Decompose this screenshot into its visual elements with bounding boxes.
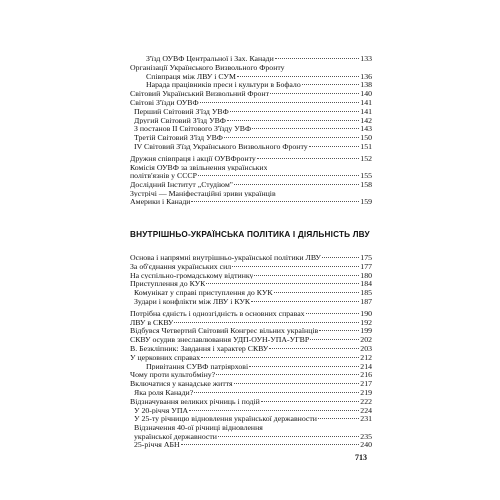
toc-entry-title: політв'язнів у СССР (130, 172, 197, 181)
dot-leader (227, 120, 359, 121)
toc-entry (130, 327, 372, 336)
toc-entry-page: 136 (360, 71, 372, 81)
toc-entry-title: Співпраця між ЛВУ і СУМ (146, 72, 236, 81)
toc-entry-page: 158 (360, 179, 372, 189)
dot-leader (322, 257, 359, 258)
toc-entry (130, 336, 372, 345)
toc-entry (130, 143, 372, 152)
dot-leader (234, 383, 360, 384)
dot-leader (206, 283, 359, 284)
toc-entry (130, 263, 372, 272)
toc-entry (130, 181, 372, 190)
toc-entry-page: 190 (360, 308, 372, 318)
toc-entry-title: Відзначування великих річниць і подій (130, 397, 260, 406)
toc-entry (130, 64, 372, 73)
toc-entry-title: СКВУ осудив знеславлювання УДП-ОУН-УПА-УГВР (130, 336, 310, 344)
toc-entry (130, 424, 372, 433)
toc-entry-title: Нарада працівників преси і культури в Бофало (146, 81, 301, 90)
dot-leader (261, 401, 359, 402)
toc-entry (130, 125, 372, 134)
toc-entry (130, 164, 372, 173)
toc-entry-page: 199 (360, 326, 372, 336)
toc-entry-page: 151 (360, 141, 372, 151)
dot-leader (318, 418, 359, 419)
toc-entry-page: 184 (360, 279, 372, 289)
dot-leader (198, 175, 359, 176)
toc-entry-title: Світові З'їзди ОУВФ (130, 98, 199, 107)
toc-entry-title: В. Безкліпник: Завдання і характер СКВУ (130, 344, 269, 353)
toc-entry (130, 73, 372, 82)
toc-entry-page: 150 (360, 133, 372, 143)
toc-top-list (130, 55, 372, 207)
toc-entry-title: За об'єднання українських сил (130, 262, 232, 271)
toc-entry-page: 240 (360, 440, 372, 450)
toc-entry (130, 380, 372, 389)
dot-leader (319, 330, 359, 331)
dot-leader (252, 128, 359, 129)
toc-entry (130, 363, 372, 372)
toc-entry (130, 108, 372, 117)
toc-entry-page: 138 (360, 80, 372, 90)
dot-leader (254, 275, 359, 276)
toc-entry-title: IV Світовий З'їзд Українського Визвольного Фронту (134, 142, 308, 151)
toc-entry-page: 142 (360, 115, 372, 125)
toc-entry-title: Америки і Канади (130, 198, 191, 207)
toc-entry (130, 398, 372, 407)
toc-entry-page: 214 (360, 361, 372, 371)
toc-entry-title: Організації Українського Визвольного Фронту (130, 63, 285, 72)
toc-entry-page: 222 (360, 396, 372, 406)
toc-entry-title: Відбувся Четвертий Світовий Конгрес вільних українців (130, 327, 319, 336)
toc-entry-page: 224 (360, 405, 372, 415)
toc-entry-title: ЛВУ в СКВУ (130, 318, 174, 327)
toc-entry-title: Дружня співпраця і акції ОУВФронту (130, 154, 256, 163)
toc-entry-title: Потрібна єдність і однозгідність в основних справах (130, 309, 305, 318)
dot-leader (249, 366, 359, 367)
toc-entry (130, 354, 372, 363)
dot-leader (274, 292, 360, 293)
toc-entry-page: 231 (360, 414, 372, 424)
dot-leader (181, 444, 360, 445)
toc-entry-page: 216 (360, 370, 372, 380)
toc-entry-page: 180 (360, 270, 372, 280)
toc-entry (130, 81, 372, 90)
dot-leader (269, 348, 359, 349)
toc-entry-page: 177 (360, 261, 372, 271)
dot-leader (224, 137, 359, 138)
toc-entry-title: Перший Світовий З'їзд УВФ (134, 107, 229, 116)
toc-entry (130, 319, 372, 328)
toc-entry-title: 25-річчя АБН (134, 441, 180, 450)
toc-entry (130, 198, 372, 206)
toc-entry-page: 159 (360, 197, 372, 207)
toc-entry-title: Комісія ОУВФ за звільнення українських (130, 163, 268, 172)
dot-leader (306, 313, 360, 314)
toc-entry (130, 289, 372, 298)
toc-entry-title: Основа і напрямні внутрішньо-української політики ЛВУ (130, 254, 321, 262)
toc-entry-title: Зудари і конфлікти між ЛВУ і КУК (134, 297, 251, 306)
toc-entry (130, 155, 372, 164)
toc-entry (130, 254, 372, 263)
toc-entry-title: Відзначення 40-ої річниці відновлення (134, 424, 263, 432)
toc-entry-title: Чому проти культобміну? (130, 371, 216, 380)
toc-entry-title: української державности (134, 432, 217, 441)
toc-entry (130, 90, 372, 99)
toc-entry-page: 175 (360, 253, 372, 262)
toc-entry-page: 192 (360, 317, 372, 327)
toc-entry (130, 389, 372, 398)
dot-leader (275, 58, 360, 59)
toc-entry-title: З постанов ІІ Світового З'їзду УВФ (134, 125, 252, 134)
toc-entry-title: Дослідний Інститут „Студіюм" (130, 180, 233, 189)
toc-entry (130, 345, 372, 354)
toc-entry-page: 212 (360, 352, 372, 362)
toc-entry-page: 143 (360, 124, 372, 134)
dot-leader (237, 76, 359, 77)
toc-entry (130, 415, 372, 424)
toc-entry (130, 272, 372, 281)
toc-entry-title: Зустрічі — Маніфестаційні зриви українців (130, 189, 276, 198)
dot-leader (230, 111, 360, 112)
dot-leader (194, 392, 359, 393)
dot-leader (270, 93, 359, 94)
toc-entry-page: 185 (360, 288, 372, 298)
dot-leader (309, 146, 360, 147)
toc-entry (130, 298, 372, 307)
toc-entry-page: 141 (360, 106, 372, 116)
toc-entry-page: 155 (360, 171, 372, 181)
toc-entry-page: 141 (360, 97, 372, 107)
toc-entry-title: У 25-ту річницю відновлення української державности (134, 415, 317, 424)
toc-entry (130, 433, 372, 441)
toc-entry (130, 99, 372, 108)
toc-entry-title: Включатися у канадське життя (130, 380, 233, 388)
toc-entry-title: З'їзд ОУВФ Центральної і Зах. Канади (146, 55, 274, 63)
toc-entry (130, 441, 372, 450)
dot-leader (201, 357, 359, 358)
dot-leader (218, 436, 359, 437)
dot-leader (191, 201, 359, 202)
section-heading: ВНУТРІШНЬО-УКРАЇНСЬКА ПОЛІТИКА І ДІЯЛЬНІСТЬ ЛВУ (130, 230, 370, 239)
dot-leader (251, 301, 359, 302)
dot-leader (174, 322, 359, 323)
toc-entry-title: Яка роля Канади? (134, 388, 194, 397)
dot-leader (234, 184, 359, 185)
page-number: 713 (355, 453, 367, 462)
toc-entry (130, 371, 372, 380)
toc-entry-title: Приступлення до КУК (130, 280, 206, 289)
toc-entry-title: На суспільно-громадському відтинку (130, 271, 254, 280)
toc-entry-title: Третій Світовий З'їзд УВФ (134, 134, 223, 142)
toc-entry-title: Другий Світовий З'їзд УВФ (134, 116, 226, 125)
dot-leader (200, 102, 360, 103)
toc-entry-title: Комунікат у справі приступлення до КУК (134, 289, 273, 297)
toc-entry (130, 134, 372, 143)
toc-entry-title: У 20-річчя УПА (134, 406, 189, 415)
toc-entry-page: 202 (360, 335, 372, 345)
toc-entry-page: 219 (360, 387, 372, 397)
toc-entry-title: Світовий Український Визвольний Фронт (130, 90, 269, 98)
dot-leader (257, 158, 360, 159)
toc-bottom-list (130, 254, 372, 450)
toc-entry-page: 133 (360, 54, 372, 63)
toc-entry (130, 407, 372, 416)
dot-leader (310, 339, 359, 340)
toc-entry-page: 140 (360, 89, 372, 99)
toc-entry (130, 310, 372, 319)
toc-entry (130, 117, 372, 126)
toc-entry-page: 152 (360, 153, 372, 163)
toc-entry-title: У церковних справах (130, 353, 201, 362)
toc-entry (130, 55, 372, 64)
dot-leader (302, 84, 360, 85)
toc-entry (130, 190, 372, 199)
toc-entry-page: 203 (360, 343, 372, 353)
dot-leader (216, 374, 359, 375)
toc-entry-page: 187 (360, 296, 372, 306)
dot-leader (232, 266, 359, 267)
toc-entry (130, 172, 372, 180)
toc-entry-title: Привітання СУВФ патріярхові (146, 362, 249, 371)
toc-entry (130, 280, 372, 289)
dot-leader (189, 410, 359, 411)
toc-entry-page: 217 (360, 379, 372, 389)
toc-entry-page: 235 (360, 431, 372, 441)
